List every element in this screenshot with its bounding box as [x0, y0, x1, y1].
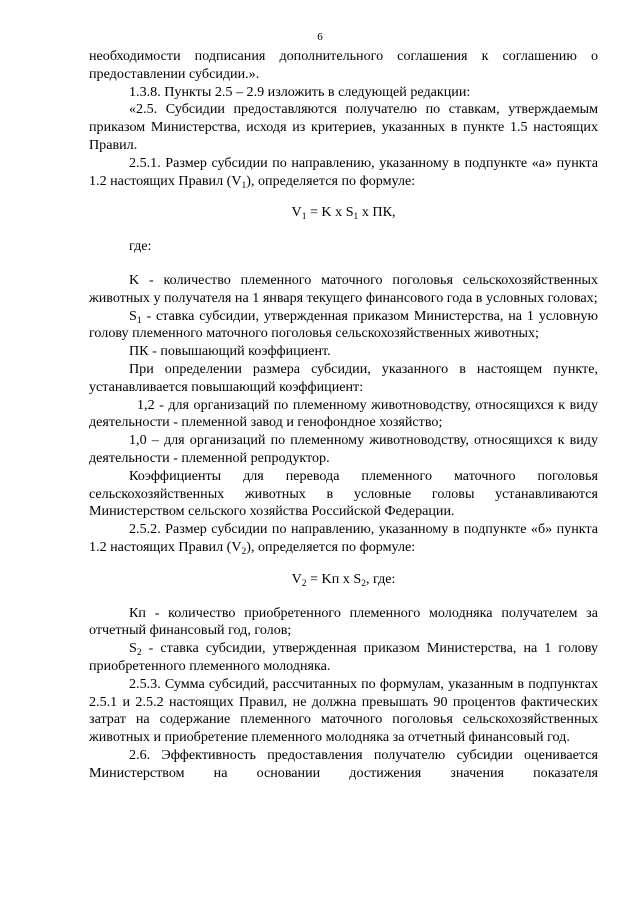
definition-pk: ПК - повышающий коэффициент.: [129, 343, 331, 360]
paragraph-2-5-1: [89, 155, 598, 191]
paragraph-2-5-1-tail: ), определяется по формуле:: [246, 172, 416, 189]
paragraph-2-5-2: 2.5.2. Размер субсидии по направлению, указанному в подпункте «б» пункта 1.2 настоящих Правил $(V_2)$, определяется по формуле:: [89, 521, 598, 557]
formula-v1: $V_1 = K$ x $S_1$ x ПК,: [291, 204, 396, 223]
paragraph-coefficient-intro: При определении размера субсидии, указанного в настоящем пункте, устанавливается повышающий коэффициент:: [89, 360, 598, 395]
paragraph-1-3-8: 1.3.8. Пункты 2.5 – 2.9 изложить в следующей редакции:: [129, 83, 471, 100]
paragraph-2-5-1-text: 2.5.1. Размер субсидии по направлению, указанному в подпункте «а» пункта 1.2 настоящих Правил (V: [89, 154, 598, 189]
page-number: 6: [317, 31, 323, 43]
paragraph-coefficient-1-0: 1,0 – для организаций по племенному животноводству, относящихся к виду деятельности - племенной репродуктор.: [89, 432, 598, 466]
subscript: 1: [241, 180, 247, 191]
definition-k: K - количество племенного маточного поголовья сельскохозяйственных животных у получателя на 1 января текущего финансового года в условных головах;: [89, 271, 598, 306]
paragraph-2-5: «2.5. Субсидии предоставляются получателю по ставкам, утверждаемым приказом Министерства, исходя из критериев, указанных в пункте 1.5 настоящих Правил.: [89, 101, 598, 153]
definition-s2: $S_2$ - ставка субсидии, утвержденная приказом Министерства, на 1 голову приобретенного племенного молодняка.: [89, 640, 598, 674]
paragraph-conversion-coefficients: Коэффициенты для перевода племенного маточного поголовья сельскохозяйственных животных в условные головы устанавливаются Министерством сельского хозяйства Российской Федерации.: [89, 467, 598, 520]
paragraph-2-5-3: 2.5.3. Сумма субсидий, рассчитанных по формулам, указанным в подпунктах 2.5.1 и 2.5.2 настоящих Правил, не должна превышать 90 процентов фактических затрат на содержание племенного маточного поголовья сельскохозяйственных животных и приобретение племенного молодняка за отчетный финансовый год.: [89, 675, 598, 746]
paragraph-coefficient-1-2: 1,2 - для организаций по племенному животноводству, относящихся к виду деятельности - племенной завод и генофондное хозяйство;: [89, 396, 598, 431]
definition-kp: Кп - количество приобретенного племенного молодняка получателем за отчетный финансовый год, голов;: [89, 604, 598, 639]
document-body: [89, 48, 598, 782]
definition-s1: $S_1$ - ставка субсидии, утвержденная приказом Министерства, на 1 условную голову племенного маточного поголовья сельскохозяйственных животных;: [89, 307, 598, 342]
paragraph-2-6: 2.6. Эффективность предоставления получателю субсидии оценивается Министерством на основании достижения значения показателя: [89, 746, 598, 781]
paragraph-continuation: необходимости подписания дополнительного соглашения к соглашению о предоставлении субсидии.».: [89, 48, 598, 82]
formula-v2: $V_2$ = Kп x $S_2$, где:: [291, 570, 396, 589]
where-label: где:: [129, 238, 152, 255]
